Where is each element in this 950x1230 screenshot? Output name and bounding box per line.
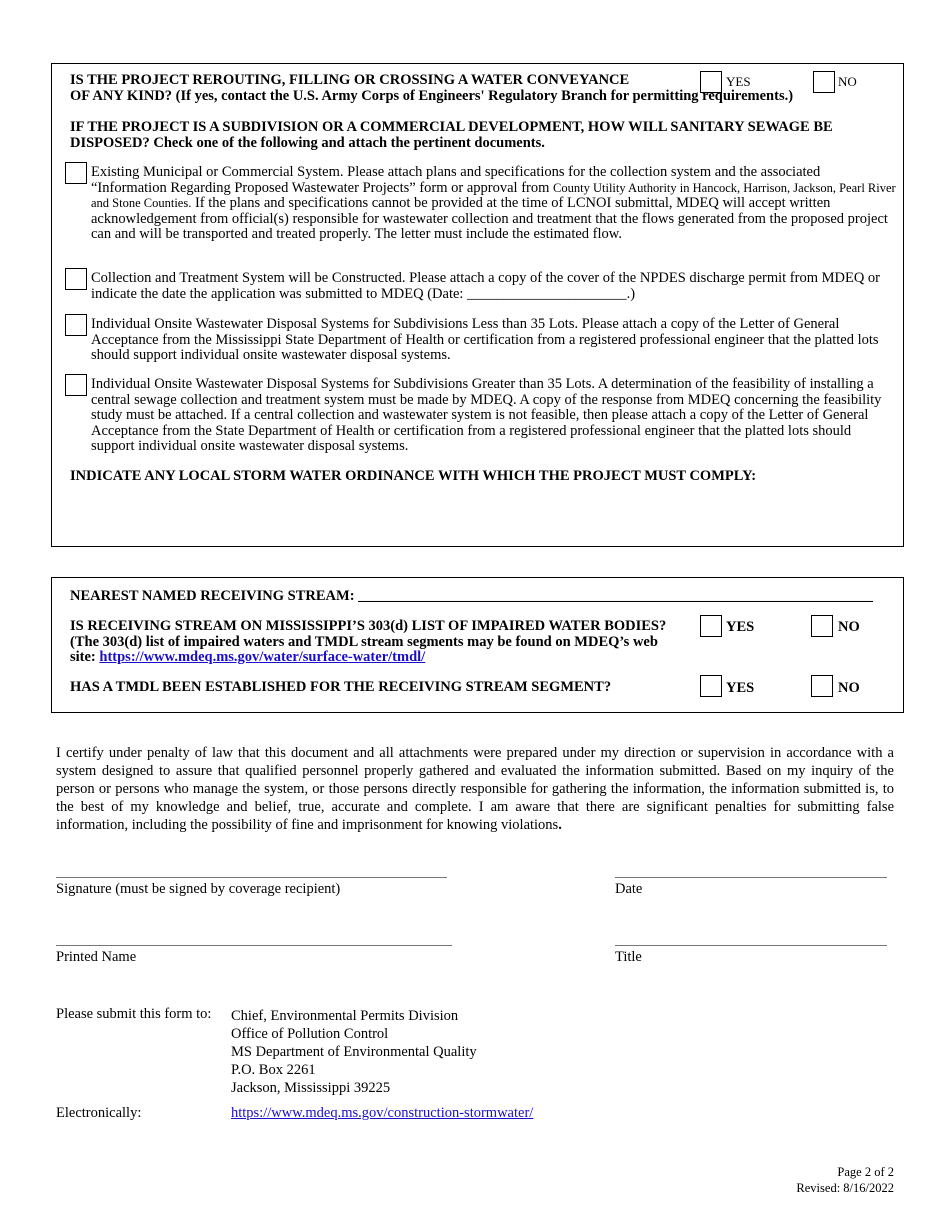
tmdl-no-checkbox[interactable] bbox=[811, 675, 833, 697]
impaired-yes-checkbox[interactable] bbox=[700, 615, 722, 637]
certification-text: I certify under penalty of law that this document and all attachments were prepared under my direction or supervision in accordance with a system designed to assure that qualified personnel properly gathered and evaluated the information submitted. Based on my inquiry of the person or persons who manage the system, or those persons directly responsible for gathering the information, the information submitted is, to the best of my knowledge and belief, true, accurate and complete. I am aware that there are significant penalties for submitting false information, including the possibility of fine and imprisonment for knowing violations bbox=[56, 745, 894, 833]
conveyance-yes-label: YES bbox=[726, 74, 751, 89]
constructed-system-checkbox[interactable] bbox=[65, 268, 87, 290]
conveyance-question-line1: IS THE PROJECT REROUTING, FILLING OR CROSSING A WATER CONVEYANCE bbox=[70, 72, 630, 88]
impaired-no-label: NO bbox=[838, 619, 860, 635]
sewage-question: IF THE PROJECT IS A SUBDIVISION OR A COMMERCIAL DEVELOPMENT, HOW WILL SANITARY SEWAGE BE DISPOSED? Check one of the following and attach the pertinent documents. bbox=[70, 119, 833, 151]
existing-system-text-a: Existing Municipal or Commercial System. Please attach plans and specifications for the collection system and the associated “Information Regarding Proposed Wastewater Projects” form or approval from bbox=[91, 164, 821, 196]
submit-label: Please submit this form to: bbox=[56, 1006, 212, 1022]
storm-water-ordinance-question: INDICATE ANY LOCAL STORM WATER ORDINANCE WITH WHICH THE PROJECT MUST COMPLY: bbox=[70, 468, 757, 484]
certification-statement bbox=[56, 744, 894, 834]
conveyance-question-line2: OF ANY KIND? (If yes, contact the U.S. Army Corps of Engineers' Regulatory Branch for permitting requirements.) bbox=[70, 88, 794, 104]
impaired-waters-question-text: IS RECEIVING STREAM ON MISSISSIPPI’S 303(d) LIST OF IMPAIRED WATER BODIES? (The 303(d) list of impaired waters and TMDL stream segments may be found on MDEQ’s web site: bbox=[70, 618, 667, 665]
tmdl-yes-label: YES bbox=[726, 680, 755, 696]
tmdl-question: HAS A TMDL BEEN ESTABLISHED FOR THE RECEIVING STREAM SEGMENT? bbox=[70, 679, 612, 695]
existing-system-checkbox[interactable] bbox=[65, 162, 87, 184]
date-label: Date bbox=[615, 881, 643, 897]
onsite-less-35-checkbox[interactable] bbox=[65, 314, 87, 336]
date-line[interactable] bbox=[615, 877, 887, 878]
constructed-system-option: Collection and Treatment System will be Constructed. Please attach a copy of the cover of the NPDES discharge permit from MDEQ or indicate the date the application was submitted to MDEQ (Date: ______________________.) bbox=[91, 270, 881, 302]
signature-line[interactable] bbox=[56, 877, 447, 878]
electronic-label: Electronically: bbox=[56, 1105, 142, 1121]
address-line: Chief, Environmental Permits Division bbox=[231, 1008, 459, 1024]
title-line[interactable] bbox=[615, 945, 887, 946]
address-line: P.O. Box 2261 bbox=[231, 1062, 316, 1078]
title-label: Title bbox=[615, 949, 642, 965]
onsite-greater-35-checkbox[interactable] bbox=[65, 374, 87, 396]
address-line: Office of Pollution Control bbox=[231, 1026, 389, 1042]
certification-period: . bbox=[558, 817, 562, 833]
construction-stormwater-link[interactable]: https://www.mdeq.ms.gov/construction-stormwater/ bbox=[231, 1105, 534, 1121]
existing-system-option bbox=[91, 165, 896, 243]
address-line: Jackson, Mississippi 39225 bbox=[231, 1080, 391, 1096]
tmdl-no-label: NO bbox=[838, 680, 860, 696]
nearest-stream-field[interactable]: NEAREST NAMED RECEIVING STREAM: _______________________________________________________________________ bbox=[70, 589, 873, 604]
printed-name-line[interactable] bbox=[56, 945, 452, 946]
submit-address bbox=[231, 1007, 477, 1097]
onsite-less-35-option: Individual Onsite Wastewater Disposal Systems for Subdivisions Less than 35 Lots. Please attach a copy of the Letter of General Acceptance from the Mississippi State Department of Health or certification from a registered professional engineer that the platted lots should support individual onsite wastewater disposal systems. bbox=[91, 316, 879, 363]
existing-system-text-b: If the plans and specifications cannot be provided at the time of LCNOI submittal, MDEQ will accept written acknowledgement from official(s) responsible for wastewater collection and treatment that the flows generated from the proposed project can and will be transported and treated properly. The letter must include the estimated flow. bbox=[91, 195, 888, 242]
impaired-waters-question bbox=[70, 619, 685, 666]
revision-date: Revised: 8/16/2022 bbox=[796, 1181, 894, 1195]
existing-system-text-counties: County Utility Authority in Hancock, Harrison, Jackson, Pearl River and Stone Counties. bbox=[91, 180, 896, 210]
tmdl-link[interactable]: https://www.mdeq.ms.gov/water/surface-water/tmdl/ bbox=[99, 649, 426, 665]
page-number: Page 2 of 2 bbox=[837, 1165, 894, 1179]
impaired-yes-label: YES bbox=[726, 619, 755, 635]
address-line: MS Department of Environmental Quality bbox=[231, 1044, 477, 1060]
onsite-greater-35-option: Individual Onsite Wastewater Disposal Systems for Subdivisions Greater than 35 Lots. A determination of the feasibility of installing a central sewage collection and treatment system must be made by MDEQ. A copy of the response from MDEQ concerning the feasibility study must be attached. If a central collection and wastewater system is not feasible, then please attach a copy of the Letter of General Acceptance from the State Department of Health or certification from a registered professional engineer that the platted lots should support individual onsite wastewater disposal systems. bbox=[91, 376, 882, 454]
tmdl-yes-checkbox[interactable] bbox=[700, 675, 722, 697]
signature-label: Signature (must be signed by coverage recipient) bbox=[56, 881, 341, 897]
printed-name-label: Printed Name bbox=[56, 949, 137, 965]
impaired-no-checkbox[interactable] bbox=[811, 615, 833, 637]
conveyance-no-label: NO bbox=[838, 74, 857, 89]
